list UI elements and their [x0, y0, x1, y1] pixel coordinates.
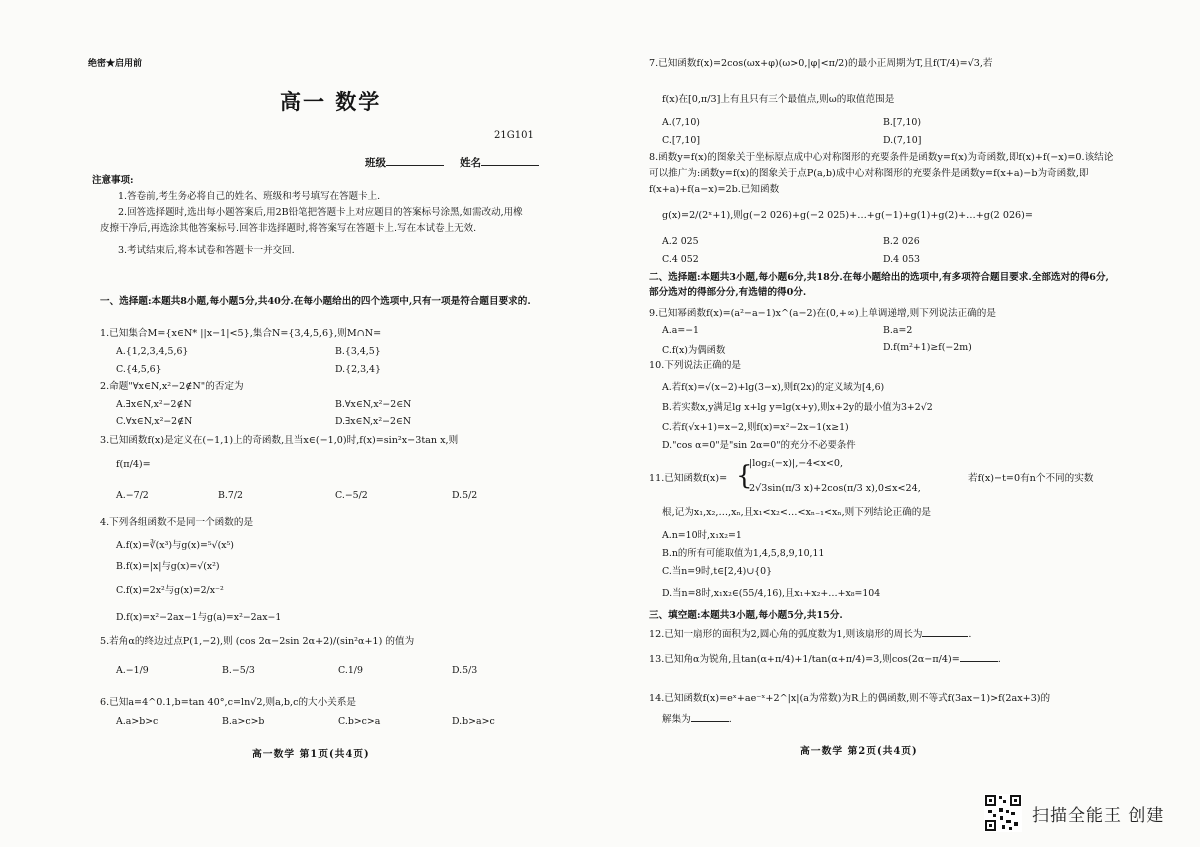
question-13-text: 13.已知角α为锐角,且tan(α+π/4)+1/tan(α+π/4)=3,则cos(2α−π/4)= — [649, 654, 960, 665]
option: A.a>b>c — [116, 716, 159, 727]
option: D.5/2 — [452, 490, 478, 501]
option: B.−5/3 — [222, 665, 255, 676]
watermark-text: 扫描全能王 创建 — [1032, 805, 1165, 826]
option: C.1/9 — [338, 665, 363, 676]
option: A.a=−1 — [662, 325, 700, 336]
question-12: 12.已知一扇形的面积为2,圆心角的弧度数为1,则该扇形的周长为 . — [649, 629, 972, 640]
option: A.−1/9 — [116, 665, 149, 676]
option: B.a>c>b — [222, 716, 265, 727]
option: A.{1,2,3,4,5,6} — [116, 346, 189, 357]
option: B.f(x)=|x|与g(x)=√(x²) — [116, 561, 220, 572]
section-heading-2: 二、选择题:本题共3小题,每小题6分,共18分.在每小题给出的选项中,有多项符合题目要求.全部选对的得6分,部分选对的得部分分,有选错的得0分. — [649, 272, 1109, 298]
question-14-cont: 解集为 . — [662, 714, 732, 725]
question-9: 9.已知幂函数f(x)=(a²−a−1)x^(a−2)在(0,+∞)上单调递增,则下列说法正确的是 — [649, 308, 996, 319]
question-2: 2.命题"∀x∈N,x²−2∉N"的否定为 — [100, 381, 244, 392]
option: D.4 053 — [883, 254, 921, 265]
option: D.b>a>c — [452, 716, 495, 727]
notice-item: 2.回答选择题时,选出每小题答案后,用2B铅笔把答题卡上对应题目的答案标号涂黑,如需改动,用橡皮擦干净后,再选涂其他答案标号.回答非选择题时,将答案写在答题卡上.写在本试卷上无效. — [100, 207, 523, 234]
question-10: 10.下列说法正确的是 — [649, 360, 742, 371]
option: A.2 025 — [662, 236, 699, 247]
exam-page-2 — [600, 0, 1200, 847]
option: D.{2,3,4} — [335, 364, 381, 375]
question-7: 7.已知函数f(x)=2cos(ωx+φ)(ω>0,|φ|<π/2)的最小正周期为T,且f(T/4)=√3,若 — [649, 58, 993, 69]
option: D.当n=8时,x₁x₂∈(55/4,16),且x₁+x₂+…+x₈=104 — [662, 588, 881, 599]
qr-code-icon — [984, 794, 1022, 832]
brace-icon: { — [736, 461, 753, 491]
answer-blank — [691, 712, 729, 722]
option: C.b>c>a — [338, 716, 381, 727]
question-6: 6.已知a=4^0.1,b=tan 40°,c=ln√2,则a,b,c的大小关系是 — [100, 697, 357, 708]
option: D.f(m²+1)≥f(−2m) — [883, 342, 972, 353]
section-heading-1: 一、选择题:本题共8小题,每小题5分,共40分.在每小题给出的四个选项中,只有一项是符合题目要求的. — [100, 296, 531, 307]
name-label: 姓名 — [460, 157, 481, 169]
option: C.当n=9时,t∈[2,4)∪{0} — [662, 566, 773, 577]
option: A.若f(x)=√(x−2)+lg(3−x),则f(2x)的定义域为[4,6) — [662, 382, 885, 393]
option: D.(7,10] — [883, 135, 922, 146]
option: C.f(x)=2x²与g(x)=2/x⁻² — [116, 585, 224, 596]
question-13: 13.已知角α为锐角,且tan(α+π/4)+1/tan(α+π/4)=3,则cos(2α−π/4)= . — [649, 654, 1001, 665]
section-heading-3: 三、填空题:本题共3小题,每小题5分,共15分. — [649, 610, 843, 621]
option: D.5/3 — [452, 665, 478, 676]
question-4: 4.下列各组函数不是同一个函数的是 — [100, 517, 254, 528]
option: A.(7,10) — [662, 117, 700, 128]
option: B.2 026 — [883, 236, 920, 247]
option: C.f(x)为偶函数 — [662, 345, 726, 356]
option: D."cos α=0"是"sin 2α=0"的充分不必要条件 — [662, 440, 856, 451]
option: C.{4,5,6} — [116, 364, 162, 375]
option: A.∃x∈N,x²−2∉N — [116, 399, 192, 410]
question-11-case-1: |log₂(−x)|,−4<x<0, — [749, 458, 844, 469]
exam-code: 21G101 — [494, 130, 534, 141]
question-11-cont: 若f(x)−t=0有n个不同的实数 — [968, 473, 1094, 484]
notice-title: 注意事项: — [92, 175, 134, 186]
exam-title: 高一 数学 — [280, 90, 382, 114]
question-8: 8.函数y=f(x)的图象关于坐标原点成中心对称图形的充要条件是函数y=f(x)为奇函数,即f(x)+f(−x)=0.该结论可以推广为:函数y=f(x)的图象关于点P(a,b)成中心对称图形的充要条件是函数y=f(x+a)−b为奇函数,即f(x+a)+f(a−x)=2b.已知函数 — [649, 152, 1114, 195]
question-8-cont: g(x)=2/(2ˣ+1),则g(−2 026)+g(−2 025)+…+g(−1)+g(1)+g(2)+…+g(2 026)= — [662, 210, 1033, 221]
option: A.f(x)=∛(x³)与g(x)=⁵√(x⁵) — [116, 540, 234, 551]
option: B.[7,10) — [883, 117, 922, 128]
option: B.∀x∈N,x²−2∈N — [335, 399, 412, 410]
option: D.f(x)=x²−2ax−1与g(a)=x²−2ax−1 — [116, 612, 282, 623]
answer-blank — [960, 652, 998, 662]
confidential-mark: 绝密★启用前 — [88, 59, 143, 69]
class-label: 班级 — [365, 157, 386, 169]
question-5: 5.若角α的终边过点P(1,−2),则 (cos 2α−2sin 2α+2)/(sin²α+1) 的值为 — [100, 636, 415, 647]
question-12-text: 12.已知一扇形的面积为2,圆心角的弧度数为1,则该扇形的周长为 — [649, 629, 923, 640]
option: C.∀x∈N,x²−2∉N — [116, 416, 193, 427]
option: A.−7/2 — [116, 490, 149, 501]
question-3-expr: f(π/4)= — [116, 459, 151, 470]
option: B.7/2 — [218, 490, 243, 501]
question-7-cont: f(x)在[0,π/3]上有且只有三个最值点,则ω的取值范围是 — [662, 94, 895, 105]
question-3: 3.已知函数f(x)是定义在(−1,1)上的奇函数,且当x∈(−1,0)时,f(x)=sin²x−3tan x,则 — [100, 435, 459, 446]
notice-item: 1.答卷前,考生务必将自己的姓名、班级和考号填写在答题卡上. — [118, 191, 381, 202]
option: C.若f(√x+1)=x−2,则f(x)=x²−2x−1(x≥1) — [662, 422, 849, 433]
option: B.n的所有可能取值为1,4,5,8,9,10,11 — [662, 548, 825, 559]
option: C.[7,10] — [662, 135, 701, 146]
option: B.a=2 — [883, 325, 913, 336]
question-11-cont-2: 根,记为x₁,x₂,…,xₙ,且x₁<x₂<…<xₙ₋₁<xₙ,则下列结论正确的是 — [662, 507, 931, 518]
question-14: 14.已知函数f(x)=eˣ+ae⁻ˣ+2^|x|(a为常数)为R上的偶函数,则不等式f(3ax−1)>f(2ax+3)的 — [649, 693, 1051, 704]
option: C.−5/2 — [335, 490, 368, 501]
option: D.∃x∈N,x²−2∈N — [335, 416, 412, 427]
notice-item: 3.考试结束后,将本试卷和答题卡一并交回. — [118, 245, 295, 256]
question-11-case-2: 2√3sin(π/3 x)+2cos(π/3 x),0≤x<24, — [749, 483, 921, 494]
option: B.{3,4,5} — [335, 346, 381, 357]
answer-blank — [922, 627, 968, 637]
class-blank — [386, 156, 444, 166]
notice-block — [92, 173, 530, 259]
question-14-text: 解集为 — [662, 714, 691, 725]
page-footer: 高一数学 第1页(共4页) — [252, 749, 370, 760]
name-blank — [481, 156, 539, 166]
option: B.若实数x,y满足lg x+lg y=lg(x+y),则x+2y的最小值为3+2√2 — [662, 402, 933, 413]
scanner-watermark — [984, 794, 1164, 832]
option: A.n=10时,x₁x₂=1 — [662, 530, 742, 541]
option: C.4 052 — [662, 254, 699, 265]
page-footer: 高一数学 第2页(共4页) — [800, 746, 918, 757]
question-11-lead: 11.已知函数f(x)= — [649, 473, 728, 484]
question-1: 1.已知集合M={x∈N* ||x−1|<5},集合N={3,4,5,6},则M∩N= — [100, 328, 382, 339]
student-info-line — [365, 155, 555, 170]
